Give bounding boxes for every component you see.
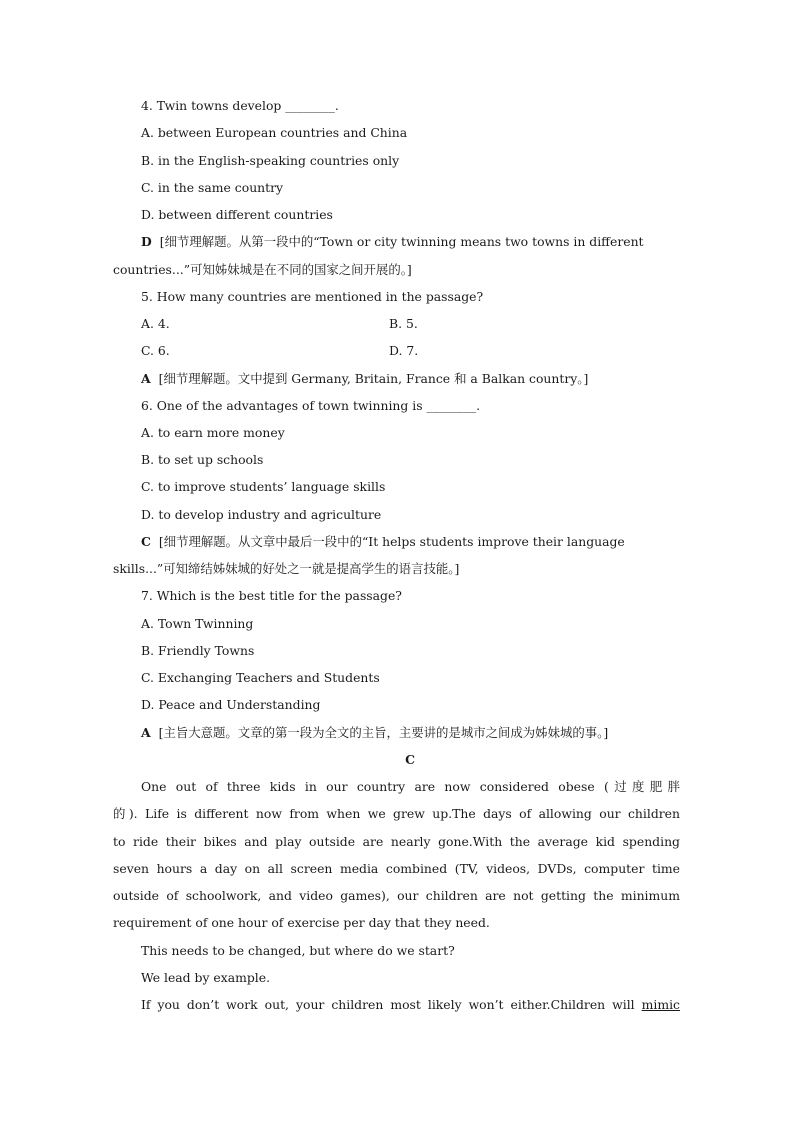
q4-option-b: B. in the English-speaking countries only xyxy=(141,153,400,168)
q6-option-b: B. to set up schools xyxy=(141,452,264,467)
q7-explanation xyxy=(141,725,608,741)
q5-explanation-line1: [细节理解题。文中提到 Germany, Britain, France 和 a Balkan country。] xyxy=(158,371,589,386)
passage-p4-underlined-word: mimic xyxy=(641,997,680,1012)
q6-option-d: D. to develop industry and agriculture xyxy=(141,507,382,522)
q4-explanation xyxy=(141,234,644,250)
passage-p4 xyxy=(141,997,680,1013)
q5-answer: A xyxy=(141,371,151,386)
passage-p1-line1: One out of three kids in our country are now considered obese (过度肥胖 xyxy=(141,779,680,794)
q7-answer: A xyxy=(141,725,151,740)
q4-option-d: D. between different countries xyxy=(141,207,333,222)
q5-stem: 5. How many countries are mentioned in the passage? xyxy=(141,289,484,304)
q5-options-row1 xyxy=(141,316,541,332)
q7-stem: 7. Which is the best title for the passage? xyxy=(141,588,402,603)
q6-option-c: C. to improve students’ language skills xyxy=(141,479,386,494)
q5-options-row2 xyxy=(141,343,541,359)
q7-explanation-line1: [主旨大意题。文章的第一段为全文的主旨，主要讲的是城市之间成为姊妹城的事。] xyxy=(158,725,609,740)
q5-option-b: B. 5. xyxy=(389,316,418,331)
q7-option-a: A. Town Twinning xyxy=(141,616,254,631)
passage-p4-text: If you don’t work out, your children most likely won’t either.Children will xyxy=(141,997,635,1012)
section-heading: C xyxy=(405,752,415,767)
q4-option-a: A. between European countries and China xyxy=(141,125,408,140)
q4-explanation-line2: countries...”可知姊妹城是在不同的国家之间开展的。] xyxy=(113,262,412,277)
q6-explanation xyxy=(141,534,625,550)
passage-p3: We lead by example. xyxy=(141,970,271,985)
q4-stem: 4. Twin towns develop ________. xyxy=(141,98,339,113)
passage-p1-line4: seven hours a day on all screen media combined (TV, videos, DVDs, computer time xyxy=(113,861,680,876)
q6-explanation-line2: skills...”可知缔结姊妹城的好处之一就是提高学生的语言技能。] xyxy=(113,561,460,576)
passage-p1-line3: to ride their bikes and play outside are nearly gone.With the average kid spending xyxy=(113,834,680,849)
passage-p1-line5: outside of schoolwork, and video games), our children are not getting the minimum xyxy=(113,888,680,903)
passage-p1-line6: requirement of one hour of exercise per day that they need. xyxy=(113,915,490,930)
q6-option-a: A. to earn more money xyxy=(141,425,285,440)
q6-explanation-line1: [细节理解题。从文章中最后一段中的“It helps students improve their language xyxy=(158,534,625,549)
q6-answer: C xyxy=(141,534,151,549)
q5-explanation xyxy=(141,371,588,387)
q6-stem: 6. One of the advantages of town twinning is ________. xyxy=(141,398,481,413)
q7-option-c: C. Exchanging Teachers and Students xyxy=(141,670,380,685)
q4-option-c: C. in the same country xyxy=(141,180,284,195)
q5-option-c: C. 6. xyxy=(141,343,170,358)
q4-answer: D xyxy=(141,234,152,249)
passage-p1-line2: 的). Life is different now from when we grew up.The days of allowing our children xyxy=(113,806,680,821)
passage-p2: This needs to be changed, but where do we start? xyxy=(141,943,455,958)
q5-option-a: A. 4. xyxy=(141,316,170,331)
q7-option-d: D. Peace and Understanding xyxy=(141,697,321,712)
q7-option-b: B. Friendly Towns xyxy=(141,643,255,658)
q4-explanation-line1: [细节理解题。从第一段中的“Town or city twinning means two towns in different xyxy=(159,234,644,249)
q5-option-d: D. 7. xyxy=(389,343,419,358)
